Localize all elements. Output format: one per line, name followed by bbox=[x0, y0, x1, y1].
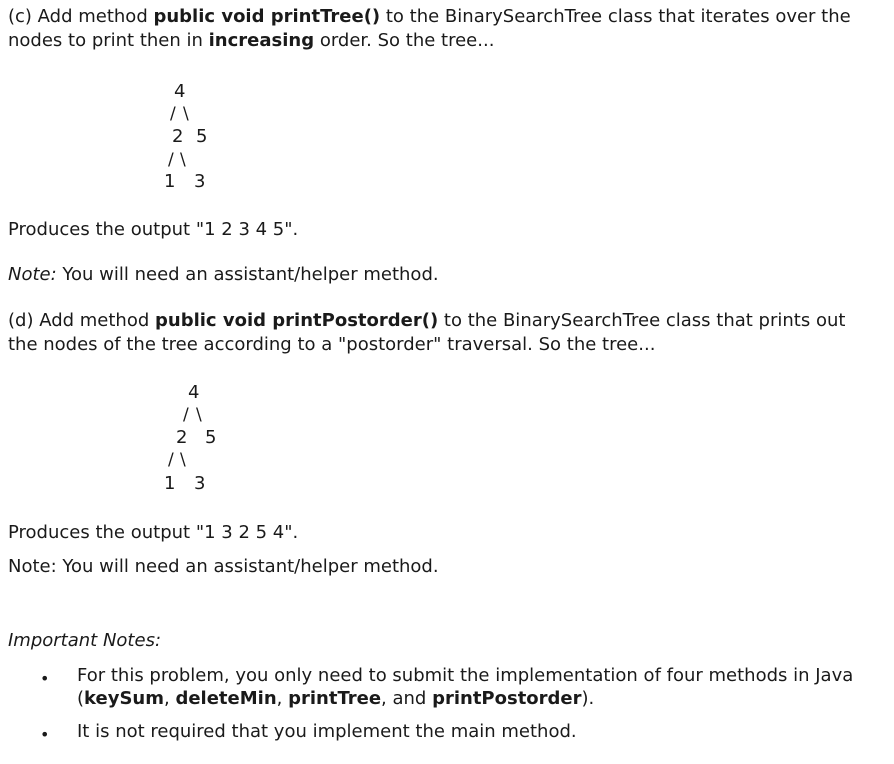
text-span: , bbox=[164, 688, 176, 709]
note-item-1-line-2 bbox=[77, 687, 594, 711]
tree-node-left-right: 3 bbox=[194, 473, 206, 494]
tree-node-left: 2 bbox=[176, 427, 188, 448]
text-span: ( bbox=[77, 688, 85, 709]
note-d: Note: You will need an assistant/helper method. bbox=[8, 556, 439, 577]
tree-node-left-left: 1 bbox=[164, 473, 176, 494]
note-c bbox=[8, 263, 439, 287]
tree-edge-right: \ bbox=[183, 104, 189, 124]
text-span: , bbox=[276, 688, 289, 709]
output-text-c: Produces the output "1 2 3 4 5". bbox=[8, 219, 299, 240]
method-name: printTree bbox=[288, 688, 382, 709]
note-item-1-line-1: For this problem, you only need to submit the implementation of four methods in Java bbox=[77, 665, 854, 686]
method-signature: public void printPostorder() bbox=[155, 310, 439, 331]
note-label: Note: bbox=[8, 264, 57, 285]
text-span: order. So the tree... bbox=[314, 30, 495, 51]
note-item-2: It is not required that you implement the main method. bbox=[77, 721, 577, 742]
heading-text: Important Notes: bbox=[8, 630, 162, 651]
tree-edge-left: / bbox=[183, 405, 189, 425]
tree-node-left-left: 1 bbox=[164, 171, 176, 192]
text-span: nodes to print then in bbox=[8, 30, 209, 51]
bullet-2: • bbox=[40, 725, 50, 744]
tree-edge-left-right: \ bbox=[180, 450, 186, 470]
tree-node-left: 2 bbox=[172, 126, 184, 147]
method-name: deleteMin bbox=[175, 688, 277, 709]
tree-edge-right: \ bbox=[196, 405, 202, 425]
tree-edge-left: / bbox=[170, 104, 176, 124]
part-c-line-1 bbox=[8, 5, 851, 29]
important-notes-heading bbox=[8, 629, 161, 653]
method-signature: public void printTree() bbox=[153, 6, 381, 27]
bullet-1: • bbox=[40, 669, 50, 688]
text-span: (c) Add method bbox=[8, 6, 154, 27]
part-c-line-2 bbox=[8, 29, 494, 53]
text-span: , and bbox=[381, 688, 433, 709]
text-span: (d) Add method bbox=[8, 310, 155, 331]
text-span: to the BinarySearchTree class that prints out bbox=[438, 310, 846, 331]
tree-node-root: 4 bbox=[188, 382, 200, 403]
note-text: You will need an assistant/helper method. bbox=[56, 264, 439, 285]
tree-edge-left-right: \ bbox=[180, 150, 186, 170]
emphasis-text: increasing bbox=[208, 30, 315, 51]
method-name: keySum bbox=[84, 688, 164, 709]
tree-node-right: 5 bbox=[196, 126, 208, 147]
output-text-d: Produces the output "1 3 2 5 4". bbox=[8, 522, 299, 543]
part-d-line-1 bbox=[8, 309, 845, 333]
tree-edge-left-left: / bbox=[168, 450, 174, 470]
tree-node-right: 5 bbox=[205, 427, 217, 448]
text-span: ). bbox=[581, 688, 595, 709]
tree-edge-left-left: / bbox=[168, 150, 174, 170]
tree-node-left-right: 3 bbox=[194, 171, 206, 192]
method-name: printPostorder bbox=[432, 688, 582, 709]
part-d-line-2: the nodes of the tree according to a "postorder" traversal. So the tree... bbox=[8, 334, 656, 355]
text-span: to the BinarySearchTree class that iterates over the bbox=[380, 6, 851, 27]
tree-node-root: 4 bbox=[174, 81, 186, 102]
